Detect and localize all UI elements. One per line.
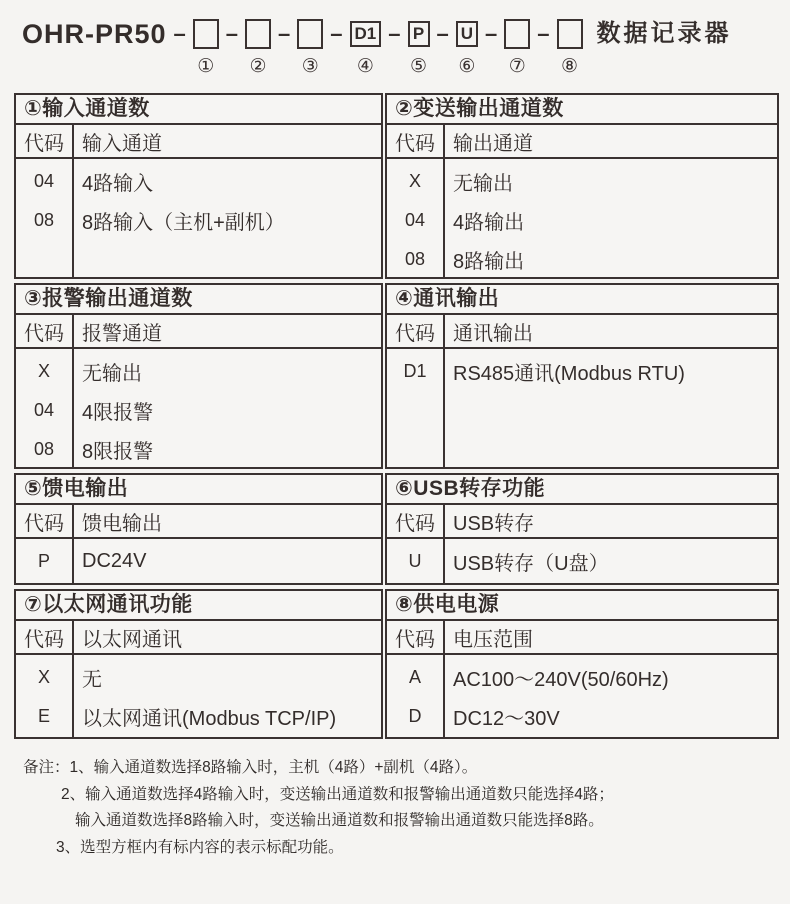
table-row bbox=[387, 201, 777, 240]
dash-separator: – bbox=[278, 21, 291, 46]
section-usb-function bbox=[385, 473, 779, 585]
remark-line-1 bbox=[23, 755, 790, 782]
slot-number-1: ① bbox=[197, 56, 215, 77]
section-title: ①输入通道数 bbox=[16, 95, 381, 125]
code-slot-8 bbox=[557, 18, 583, 77]
dash-separator: – bbox=[330, 21, 343, 46]
table-row bbox=[387, 240, 777, 279]
product-type-label: 数据记录器 bbox=[596, 20, 732, 47]
row-desc: 8路输入（主机+副机） bbox=[82, 212, 285, 234]
table-row bbox=[16, 542, 381, 581]
slot-number-5: ⑤ bbox=[409, 56, 428, 77]
code-box-8 bbox=[557, 19, 583, 49]
slot-number-7: ⑦ bbox=[508, 56, 526, 77]
row-code: D1 bbox=[403, 361, 427, 381]
remark-line-2: 2、输入通道数选择4路输入时，变送输出通道数和报警输出通道数只能选择4路； bbox=[61, 785, 614, 803]
row-desc: 无输出 bbox=[82, 363, 142, 385]
row-code: E bbox=[37, 706, 50, 726]
table-header-row bbox=[387, 621, 777, 655]
table-row bbox=[16, 391, 381, 430]
table-header-row bbox=[387, 315, 777, 349]
row-desc: 8路输出 bbox=[453, 251, 525, 273]
section-title: ④通讯输出 bbox=[387, 285, 777, 315]
desc-column-header: 报警通道 bbox=[82, 322, 162, 345]
section-power-feed-output bbox=[14, 473, 383, 585]
row-code: X bbox=[408, 171, 421, 191]
section-title: ②变送输出通道数 bbox=[387, 95, 777, 125]
code-column-header: 代码 bbox=[395, 132, 435, 155]
section-title: ⑥USB转存功能 bbox=[387, 475, 777, 505]
table-header-row bbox=[16, 505, 381, 539]
row-desc: 8限报警 bbox=[82, 441, 154, 463]
code-box-2 bbox=[245, 19, 271, 49]
table-header-row bbox=[16, 125, 381, 159]
desc-column-header: USB转存 bbox=[453, 512, 535, 535]
row-code: 08 bbox=[33, 210, 55, 230]
code-slot-3 bbox=[297, 18, 323, 77]
code-box-5: P bbox=[408, 21, 430, 47]
row-code: 08 bbox=[404, 249, 426, 269]
code-slot-7 bbox=[504, 18, 530, 77]
code-slot-6 bbox=[456, 18, 478, 77]
row-desc: 4路输出 bbox=[453, 212, 525, 234]
table-header-row bbox=[16, 315, 381, 349]
desc-column-header: 输入通道 bbox=[82, 132, 162, 155]
row-code: 08 bbox=[33, 439, 55, 459]
table-row bbox=[16, 697, 381, 736]
row-code: 04 bbox=[33, 171, 55, 191]
section-power-supply bbox=[385, 589, 779, 739]
table-row bbox=[16, 201, 381, 240]
table-row bbox=[387, 162, 777, 201]
remark-line-3: 输入通道数选择8路输入时，变送输出通道数和报警输出通道数只能选择8路。 bbox=[75, 812, 604, 829]
dash-separator: – bbox=[436, 21, 449, 46]
code-slot-1 bbox=[193, 18, 219, 77]
slot-number-3: ③ bbox=[301, 56, 319, 77]
row-desc: AC100～240V(50/60Hz) bbox=[453, 669, 669, 691]
table-row bbox=[387, 658, 777, 697]
table-row bbox=[16, 430, 381, 469]
row-desc: 4限报警 bbox=[82, 402, 154, 424]
code-box-3 bbox=[297, 19, 323, 49]
model-name: OHR-PR50 bbox=[22, 19, 167, 49]
row-code: A bbox=[408, 667, 421, 687]
row-desc: DC12～30V bbox=[453, 708, 560, 730]
ordering-tables bbox=[14, 93, 779, 739]
row-desc: DC24V bbox=[82, 550, 147, 572]
code-box-1 bbox=[193, 19, 219, 49]
remarks-block bbox=[23, 755, 790, 861]
remark-line-4: 3、选型方框内有标内容的表示标配功能。 bbox=[56, 838, 344, 856]
table-row bbox=[16, 352, 381, 391]
section-title: ⑦以太网通讯功能 bbox=[16, 591, 381, 621]
code-slot-4 bbox=[350, 18, 382, 77]
desc-column-header: 以太网通讯 bbox=[82, 628, 182, 651]
table-row bbox=[387, 352, 777, 391]
code-column-header: 代码 bbox=[395, 322, 435, 345]
slot-number-6: ⑥ bbox=[458, 56, 476, 77]
section-title: ⑧供电电源 bbox=[387, 591, 777, 621]
remarks-label: 备注： bbox=[23, 759, 70, 776]
table-row bbox=[387, 542, 777, 581]
model-code-row bbox=[0, 0, 790, 77]
table-header-row bbox=[387, 505, 777, 539]
row-code: 04 bbox=[404, 210, 426, 230]
code-box-7 bbox=[504, 19, 530, 49]
code-slot-5 bbox=[408, 18, 430, 77]
table-header-row bbox=[16, 621, 381, 655]
desc-column-header: 馈电输出 bbox=[82, 512, 162, 535]
dash-separator: – bbox=[388, 21, 401, 46]
row-desc: 无输出 bbox=[453, 173, 513, 195]
code-box-6: U bbox=[456, 21, 478, 47]
section-transmit-output-channels bbox=[385, 93, 779, 279]
code-column-header: 代码 bbox=[24, 132, 64, 155]
table-row bbox=[16, 162, 381, 201]
row-desc: 无 bbox=[82, 669, 102, 691]
row-desc: 以太网通讯(Modbus TCP/IP) bbox=[82, 708, 337, 730]
dash-separator: – bbox=[225, 21, 239, 46]
row-desc: USB转存（U盘） bbox=[453, 553, 609, 575]
remark-text: 1、输入通道数选择8路输入时，主机（4路）+副机（4路）。 bbox=[69, 759, 478, 776]
code-column-header: 代码 bbox=[24, 628, 64, 651]
code-column-header: 代码 bbox=[395, 512, 435, 535]
row-code: 04 bbox=[33, 400, 55, 420]
code-box-4: D1 bbox=[350, 21, 382, 47]
slot-number-8: ⑧ bbox=[561, 56, 579, 77]
row-code: U bbox=[408, 551, 422, 571]
table-row bbox=[16, 658, 381, 697]
section-input-channels bbox=[14, 93, 383, 279]
section-alarm-output-channels bbox=[14, 283, 383, 469]
desc-column-header: 输出通道 bbox=[453, 132, 533, 155]
table-header-row bbox=[387, 125, 777, 159]
row-code: D bbox=[408, 706, 422, 726]
code-column-header: 代码 bbox=[24, 512, 64, 535]
desc-column-header: 通讯输出 bbox=[453, 322, 533, 345]
row-code: X bbox=[37, 361, 50, 381]
code-column-header: 代码 bbox=[24, 322, 64, 345]
desc-column-header: 电压范围 bbox=[453, 628, 533, 651]
dash-separator: – bbox=[173, 21, 186, 46]
slot-number-2: ② bbox=[249, 56, 267, 77]
slot-number-4: ④ bbox=[356, 56, 374, 77]
code-column-header: 代码 bbox=[395, 628, 435, 651]
section-comm-output bbox=[385, 283, 779, 469]
dash-separator: – bbox=[537, 21, 550, 46]
row-desc: RS485通讯(Modbus RTU) bbox=[453, 363, 685, 385]
section-ethernet-function bbox=[14, 589, 383, 739]
row-desc: 4路输入 bbox=[82, 173, 154, 195]
section-title: ③报警输出通道数 bbox=[16, 285, 381, 315]
dash-separator: – bbox=[485, 21, 498, 46]
row-code: X bbox=[37, 667, 50, 687]
row-code: P bbox=[37, 551, 50, 571]
section-title: ⑤馈电输出 bbox=[16, 475, 381, 505]
table-row bbox=[387, 697, 777, 736]
code-slot-2 bbox=[245, 18, 271, 77]
